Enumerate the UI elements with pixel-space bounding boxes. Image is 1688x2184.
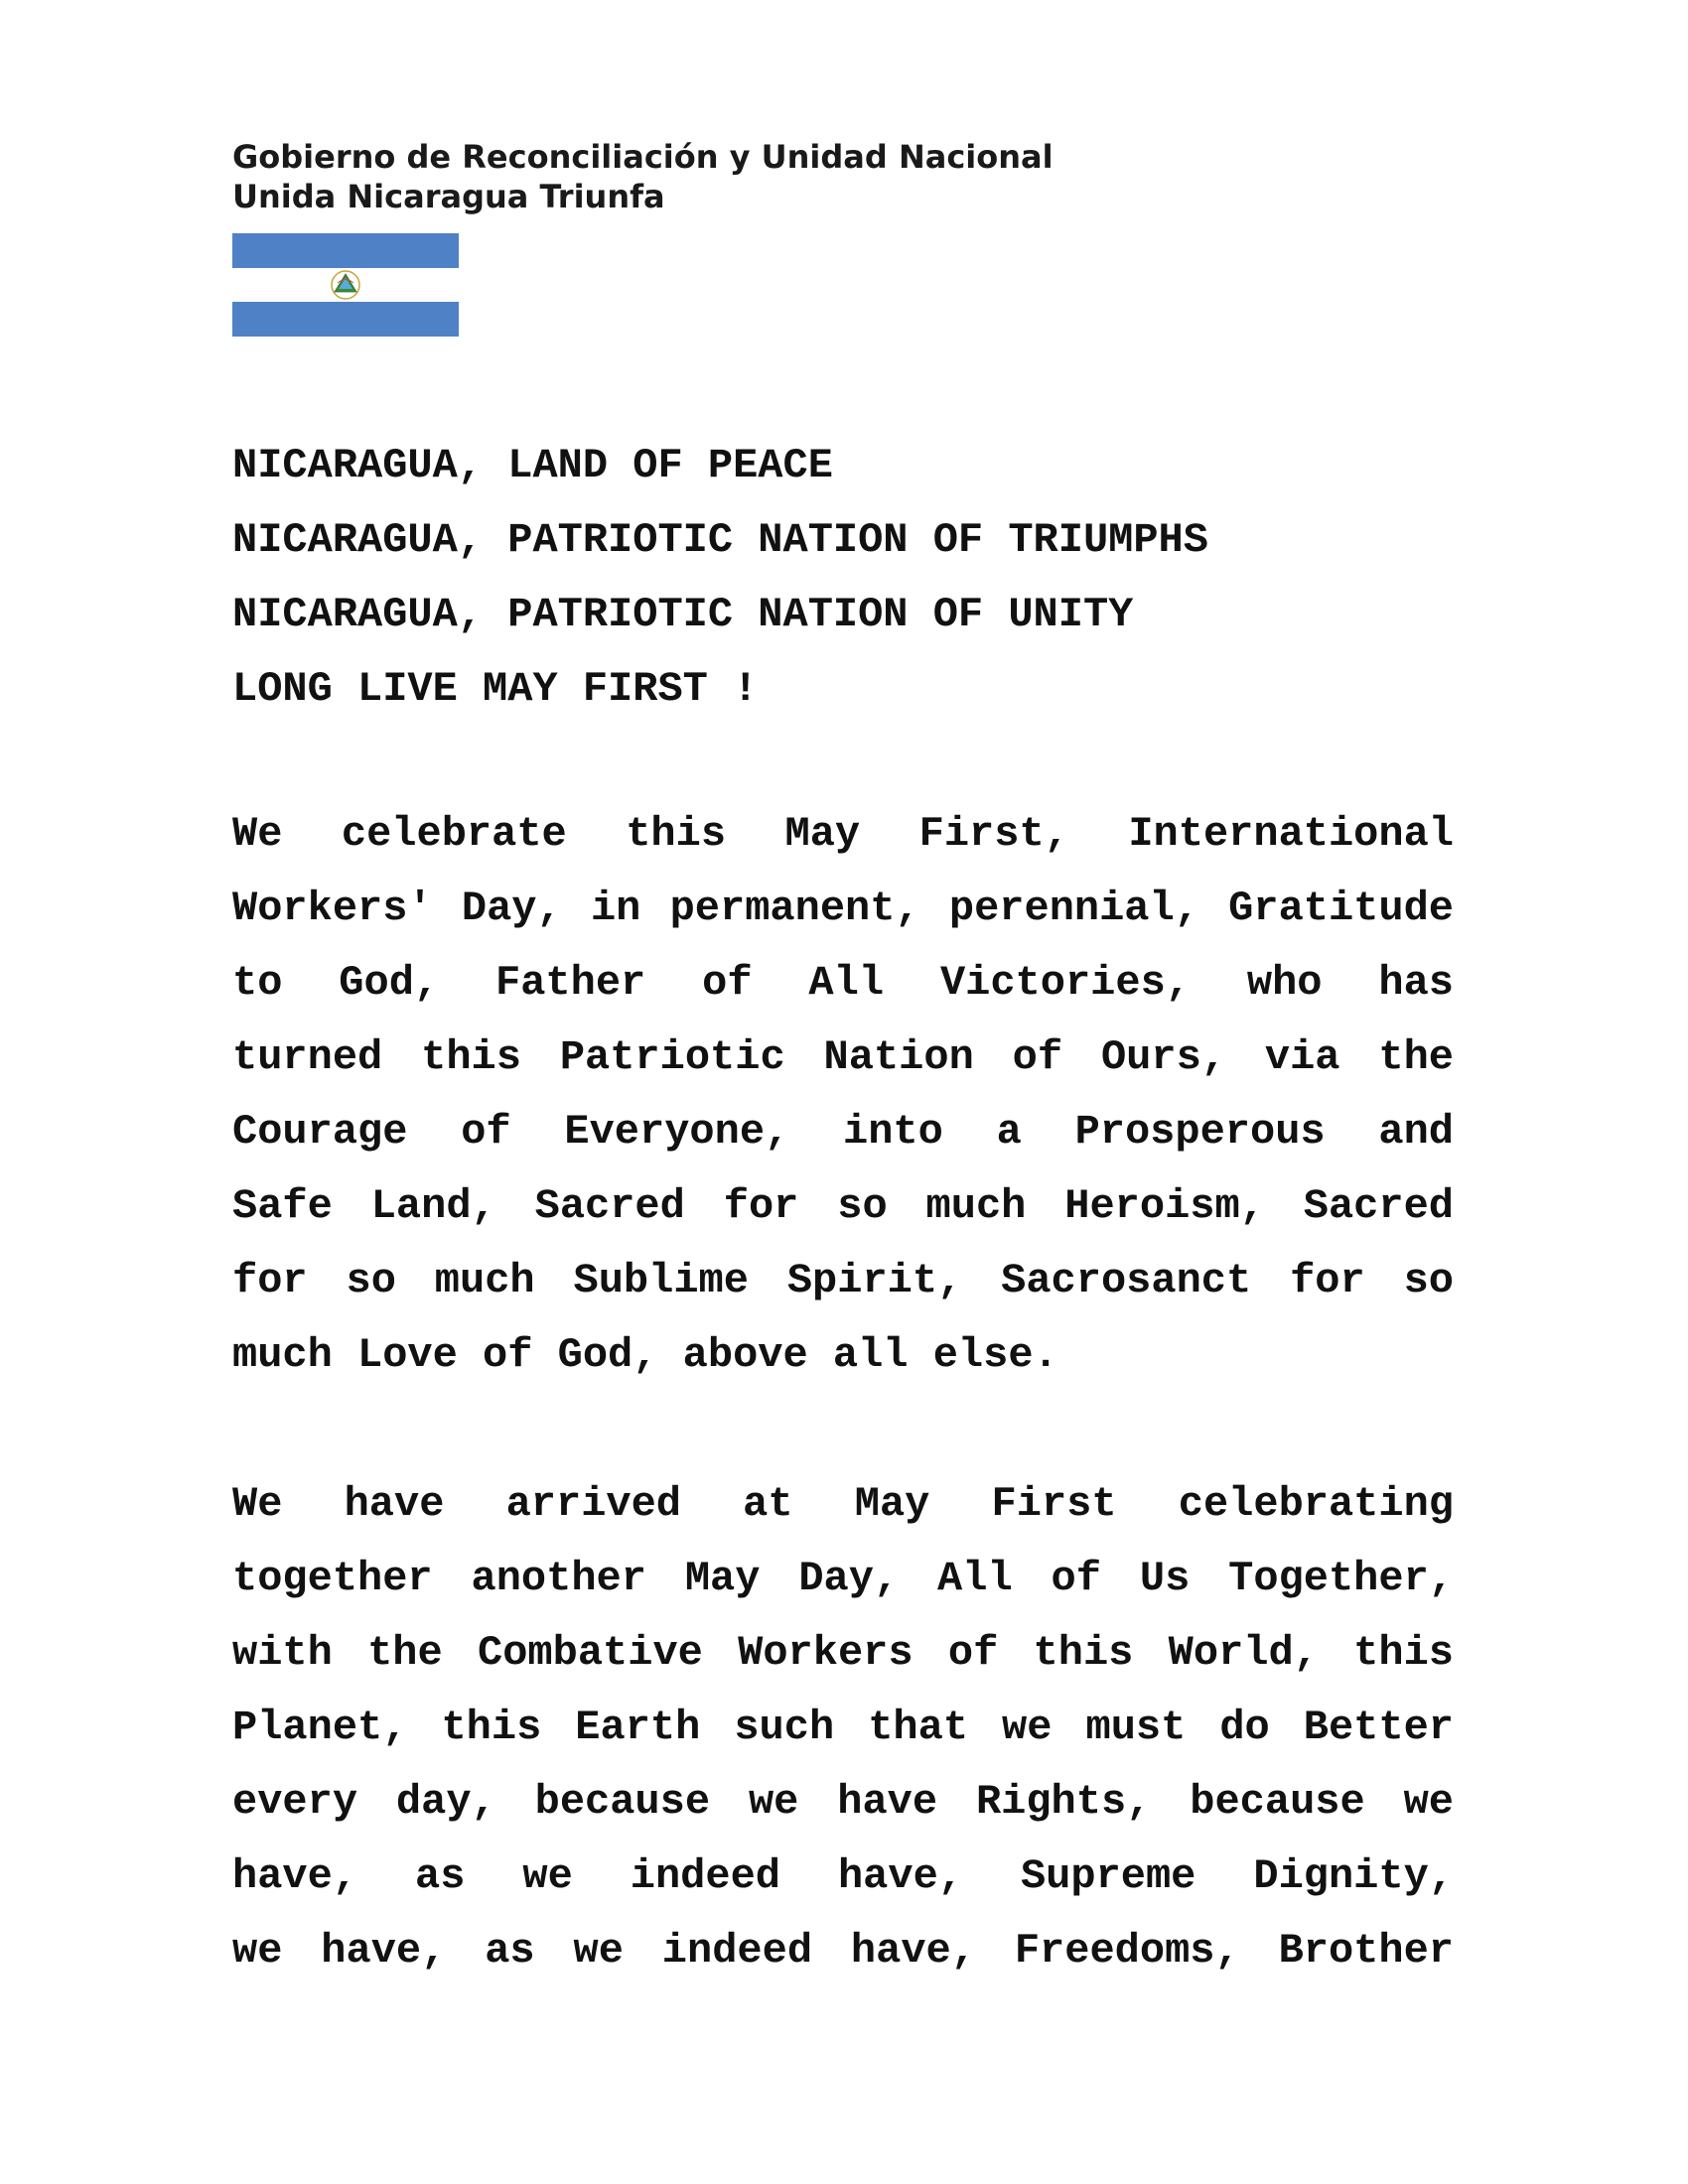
text-line: We have arrived at May First celebrating	[232, 1480, 1454, 1528]
text-line: we have, as we indeed have, Freedoms, Brother	[232, 1927, 1454, 1975]
text-line: turned this Patriotic Nation of Ours, via the	[232, 1033, 1454, 1081]
text-line: for so much Sublime Spirit, Sacrosanct for so	[232, 1257, 1454, 1304]
text-line: Workers' Day, in permanent, perennial, Gratitude	[232, 885, 1454, 932]
slogan-line: NICARAGUA, PATRIOTIC NATION OF UNITY	[232, 591, 1134, 638]
paragraph-2	[232, 1467, 1454, 1988]
text-line: with the Combative Workers of this World, this	[232, 1629, 1454, 1677]
paragraph-1	[232, 797, 1454, 1393]
government-name: Gobierno de Reconciliación y Unidad Nacional	[232, 138, 1054, 176]
slogan-line: NICARAGUA, PATRIOTIC NATION OF TRIUMPHS	[232, 516, 1208, 564]
slogan-line: NICARAGUA, LAND OF PEACE	[232, 442, 833, 489]
text-line: have, as we indeed have, Supreme Dignity,	[232, 1852, 1454, 1900]
slogan-line: LONG LIVE MAY FIRST !	[232, 665, 759, 713]
text-line: together another May Day, All of Us Together,	[232, 1555, 1454, 1602]
text-line: Courage of Everyone, into a Prosperous and	[232, 1108, 1454, 1156]
slogans-block	[232, 429, 1208, 727]
text-line: every day, because we have Rights, because we	[232, 1778, 1454, 1826]
text-line: Planet, this Earth such that we must do Better	[232, 1704, 1454, 1751]
text-line: Safe Land, Sacred for so much Heroism, Sacred	[232, 1182, 1454, 1230]
government-motto: Unida Nicaragua Triunfa	[232, 178, 665, 215]
text-line: much Love of God, above all else.	[232, 1331, 1058, 1379]
text-line: to God, Father of All Victories, who has	[232, 959, 1454, 1007]
nicaragua-flag-icon	[232, 233, 459, 337]
text-line: We celebrate this May First, International	[232, 810, 1454, 858]
document-header	[232, 137, 1054, 216]
